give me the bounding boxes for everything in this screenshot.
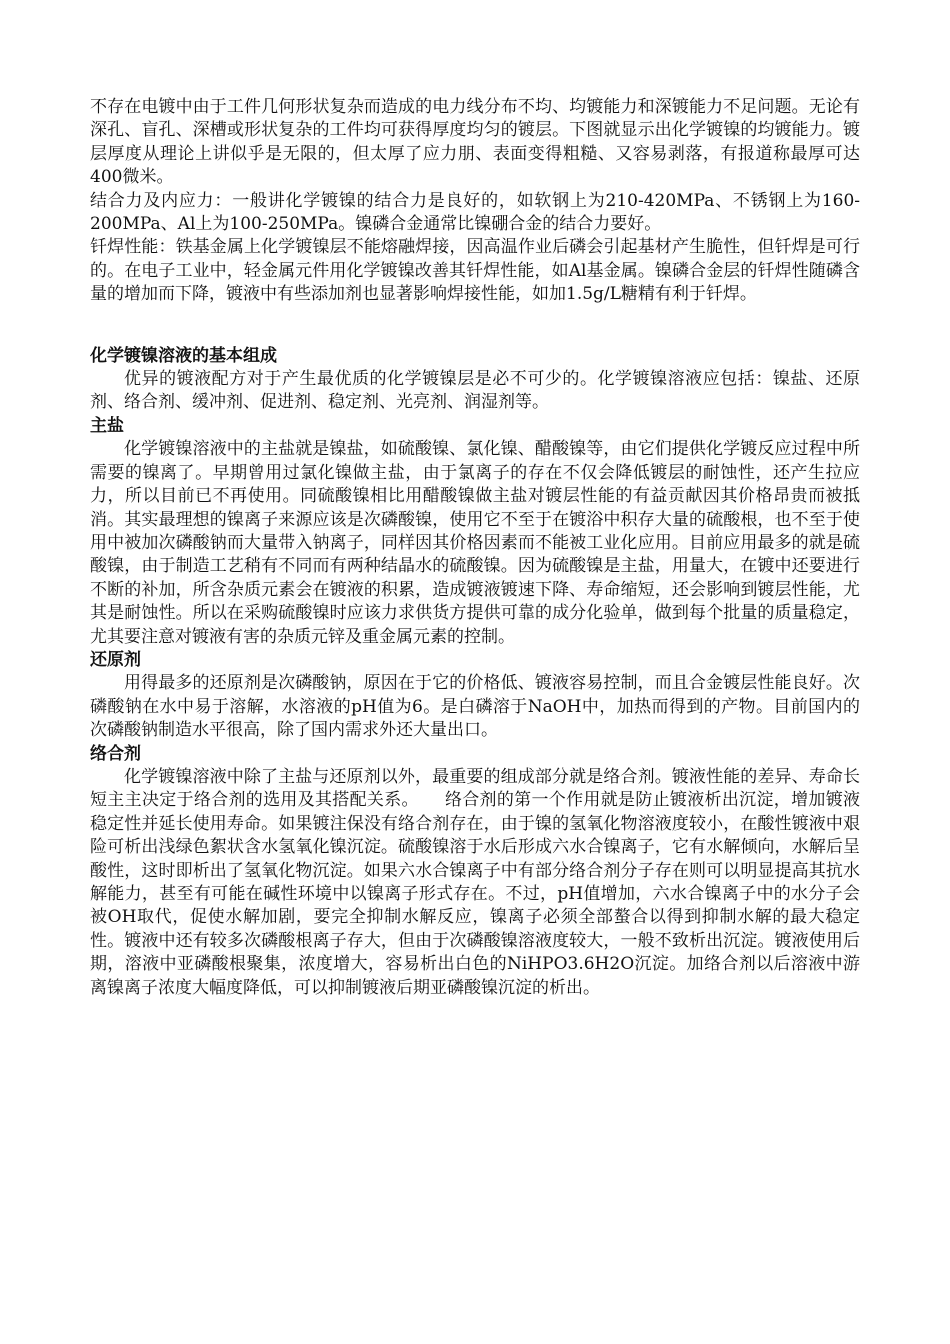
heading-complexing-agent: 络合剂 [90, 743, 141, 764]
heading-main-salt: 主盐 [90, 415, 124, 436]
paragraph-complexing-agent: 化学镀镍溶液中除了主盐与还原剂以外，最重要的组成部分就是络合剂。镀液性能的差异、寿命长短主主决定于络合剂的选用及其搭配关系。 络合剂的第一个作用就是防止镀液析出沉淀，增加镀液稳定性并延长使用寿命。如果镀注保没有络合剂存在，由于镍的氢氧化物溶液度较小，在酸性镀液中艰险可析出浅绿色絮状含水氢氧化镍沉淀。硫酸镍溶于水后形成六水合镍离子，它有水解倾向，水解后呈酸性，这时即析出了氢氧化物沉淀。如果六水合镍离子中有部分络合剂分子存在则可以明显提高其抗水解能力，甚至有可能在碱性环境中以镍离子形式存在。不过，pH值增加，六水合镍离子中的水分子会被OH取代，促使水解加剧，要完全抑制水解反应，镍离子必须全部螯合以得到抑制水解的最大稳定性。镀液中还有较多次磷酸根离子存大，但由于次磷酸镍溶液度较大，一般不致析出沉淀。镀液使用后期，溶液中亚磷酸根聚集，浓度增大，容易析出白色的NiHPO3.6H2O沉淀。加络合剂以后溶液中游离镍离子浓度大幅度降低，可以抑制镀液后期亚磷酸镍沉淀的析出。 [90, 766, 860, 998]
paragraph-reducing-agent: 用得最多的还原剂是次磷酸钠，原因在于它的价格低、镀液容易控制，而且合金镀层性能良好。次磷酸钠在水中易于溶解，水溶液的pH值为6。是白磷溶于NaOH中，加热而得到的产物。目前国内的次磷酸钠制造水平很高，除了国内需求外还大量出口。 [90, 673, 860, 741]
paragraph-basic-composition: 优异的镀液配方对于产生最优质的化学镀镍层是必不可少的。化学镀镍溶液应包括：镍盐、还原剂、络合剂、缓冲剂、促进剂、稳定剂、光亮剂、润湿剂等。 [90, 369, 860, 413]
heading-basic-composition: 化学镀镍溶液的基本组成 [90, 345, 277, 366]
heading-reducing-agent: 还原剂 [90, 649, 141, 670]
section-spacer [90, 307, 860, 345]
paragraph-solderability: 钎焊性能：铁基金属上化学镀镍层不能熔融焊接，因高温作业后磷会引起基材产生脆性，但钎焊是可行的。在电子工业中，轻金属元件用化学镀镍改善其钎焊性能，如Al基金属。镍磷合金层的钎焊性随磷含量的增加而下降，镀液中有些添加剂也显著影响焊接性能，如加1.5g/L糖精有利于钎焊。 [90, 237, 860, 305]
paragraph-main-salt: 化学镀镍溶液中的主盐就是镍盐，如硫酸镍、氯化镍、醋酸镍等，由它们提供化学镀反应过程中所需要的镍离了。早期曾用过氯化镍做主盐，由于氯离子的存在不仅会降低镀层的耐蚀性，还产生拉应力，所以目前已不再使用。同硫酸镍相比用醋酸镍做主盐对镀层性能的有益贡献因其价格昂贵而被抵消。其实最理想的镍离子来源应该是次磷酸镍，使用它不至于在镀浴中积存大量的硫酸根，也不至于使用中被加次磷酸钠而大量带入钠离子，同样因其价格因素而不能被工业化应用。目前应用最多的就是硫酸镍，由于制造工艺稍有不同而有两种结晶水的硫酸镍。因为硫酸镍是主盐，用量大，在镀中还要进行不断的补加，所含杂质元素会在镀液的积累，造成镀液镀速下降、寿命缩短，还会影响到镀层性能，尤其是耐蚀性。所以在采购硫酸镍时应该力求供货方提供可靠的成分化验单，做到每个批量的质量稳定，尤其要注意对镀液有害的杂质元锌及重金属元素的控制。 [90, 439, 860, 647]
paragraph-adhesion-stress: 结合力及内应力：一般讲化学镀镍的结合力是良好的，如软钢上为210-420MPa、不锈钢上为160-200MPa、Al上为100-250MPa。镍磷合金通常比镍硼合金的结合力要好。 [90, 190, 860, 235]
paragraph-uniform-plating: 不存在电镀中由于工件几何形状复杂而造成的电力线分布不均、均镀能力和深镀能力不足问题。无论有深孔、盲孔、深槽或形状复杂的工件均可获得厚度均匀的镀层。下图就显示出化学镀镍的均镀能力。镀层厚度从理论上讲似乎是无限的，但太厚了应力朋、表面变得粗糙、又容易剥落，有报道称最厚可达400微米。 [90, 97, 860, 188]
document-page [90, 96, 860, 1000]
